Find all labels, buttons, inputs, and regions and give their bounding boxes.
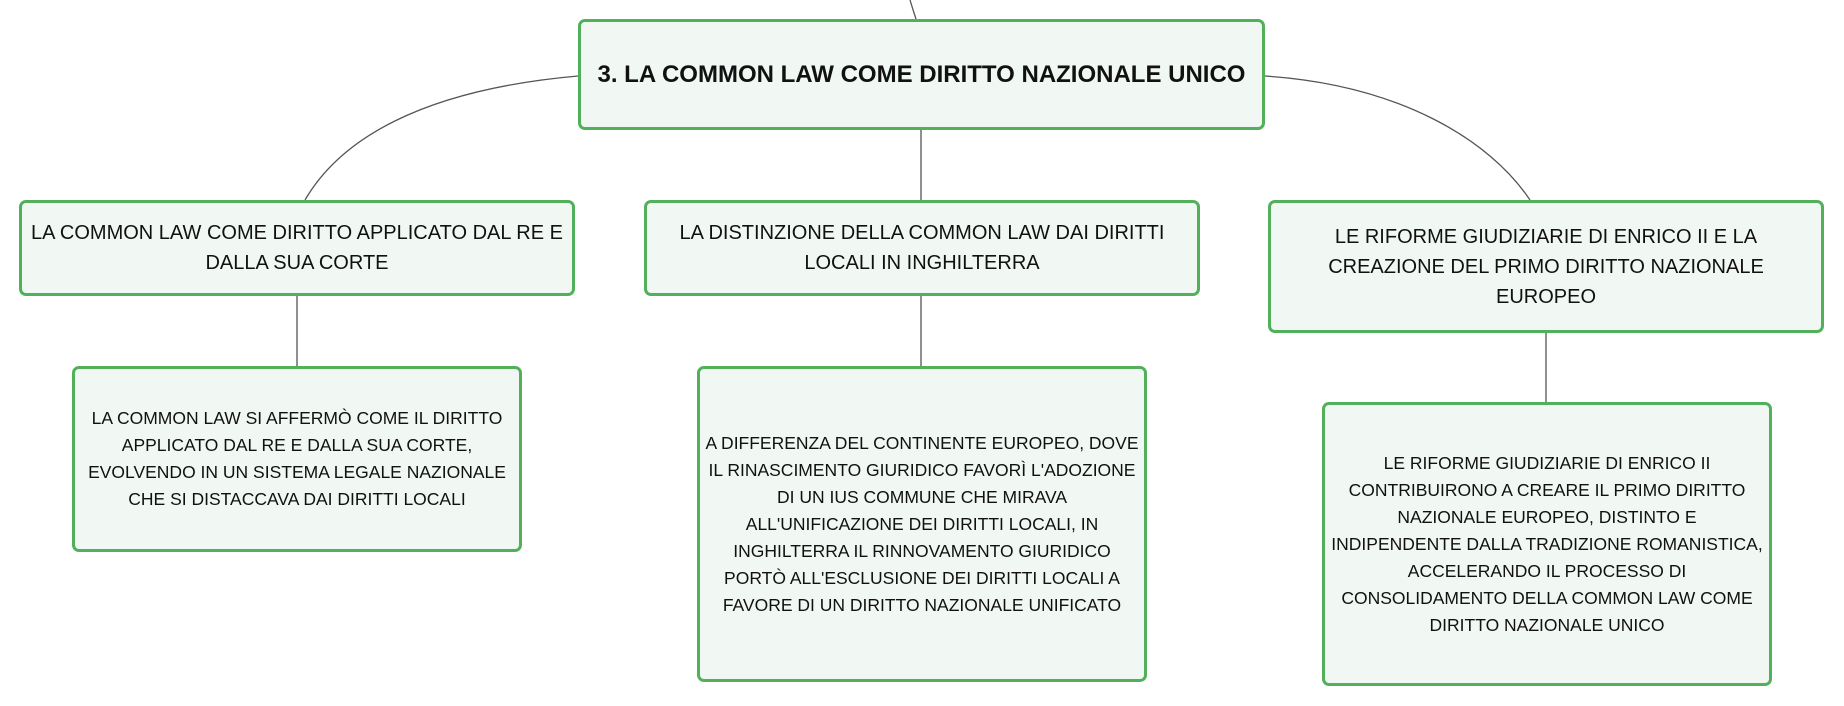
detail-node-king-court[interactable] xyxy=(72,366,522,552)
root-topic-node[interactable] xyxy=(578,19,1265,130)
connector-parent-to-root xyxy=(910,0,916,19)
detail-label: LA COMMON LAW SI AFFERMÒ COME IL DIRITTO APPLICATO DAL RE E DALLA SUA CORTE, EVOLVENDO IN UN SISTEMA LEGALE NAZIONALE CHE SI DISTACCAVA DAI DIRITTI LOCALI xyxy=(88,408,506,509)
topic-node-local-laws[interactable] xyxy=(644,200,1200,296)
detail-label: LE RIFORME GIUDIZIARIE DI ENRICO II CONTRIBUIRONO A CREARE IL PRIMO DIRITTO NAZIONALE EUROPEO, DISTINTO E INDIPENDENTE DALLA TRADIZIONE ROMANISTICA, ACCELERANDO IL PROCESSO DI CONSOLIDAMENTO DELLA COMMON LAW COME DIRITTO NAZIONALE UNICO xyxy=(1331,452,1763,635)
topic-label: LE RIFORME GIUDIZIARIE DI ENRICO II E LA CREAZIONE DEL PRIMO DIRITTO NAZIONALE EUROPEO xyxy=(1328,225,1764,308)
connector-root-to-left xyxy=(305,76,578,200)
detail-node-local-laws[interactable] xyxy=(697,366,1147,682)
root-topic-label: 3. LA COMMON LAW COME DIRITTO NAZIONALE UNICO xyxy=(597,60,1246,88)
topic-label: LA COMMON LAW COME DIRITTO APPLICATO DAL RE E DALLA SUA CORTE xyxy=(31,222,563,274)
detail-label: A DIFFERENZA DEL CONTINENTE EUROPEO, DOVE IL RINASCIMENTO GIURIDICO FAVORÌ L'ADOZIONE DI UN IUS COMMUNE CHE MIRAVA ALL'UNIFICAZIONE DEI DIRITTI LOCALI, IN INGHILTERRA IL RINNOVAMENTO GIURIDICO PORTÒ ALL'ESCLUSIONE DEI DIRITTI LOCALI A FAVORE DI UN DIRITTO NAZIONALE UNIFICATO xyxy=(705,432,1139,615)
connector-root-to-right xyxy=(1265,76,1530,200)
topic-node-henry-ii-reforms[interactable] xyxy=(1268,200,1824,333)
topic-label: LA DISTINZIONE DELLA COMMON LAW DAI DIRITTI LOCALI IN INGHILTERRA xyxy=(679,222,1165,274)
detail-node-henry-ii-reforms[interactable] xyxy=(1322,402,1772,686)
topic-node-king-court[interactable] xyxy=(19,200,575,296)
